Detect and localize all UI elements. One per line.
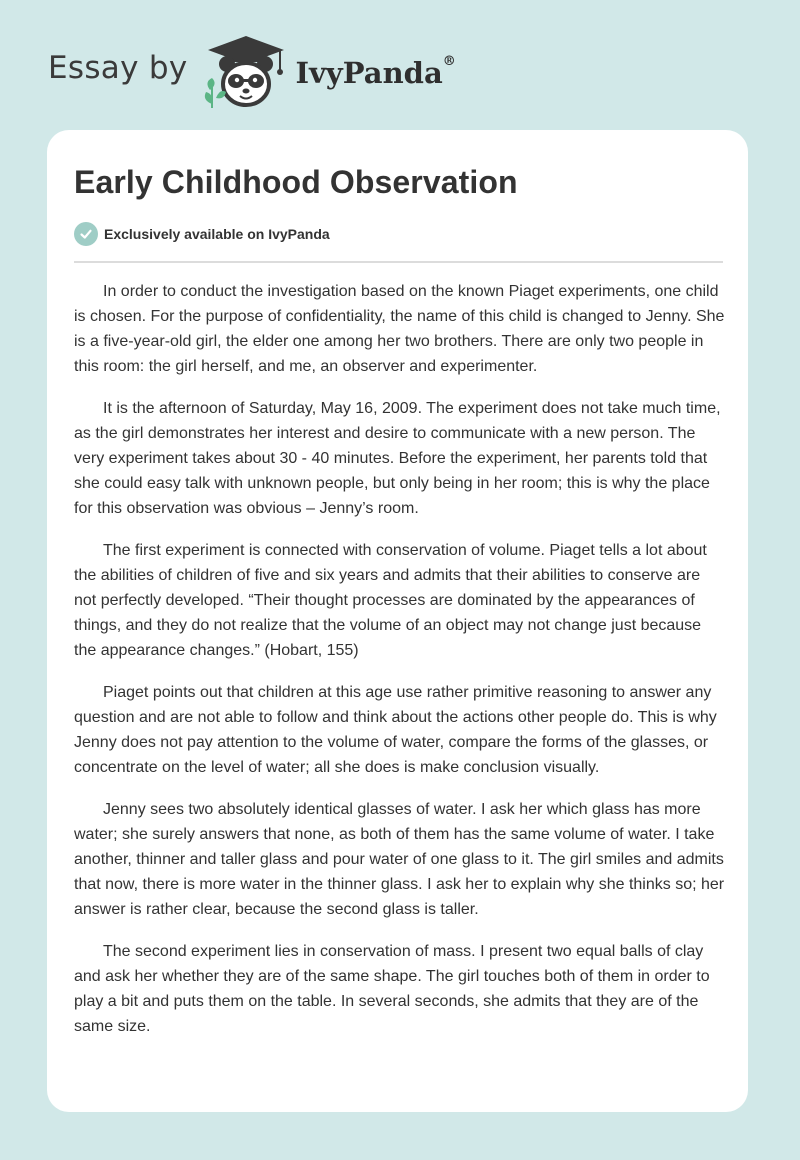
paragraph: It is the afternoon of Saturday, May 16, 2009. The experiment does not take much time, as the girl demonstrates her interest and desire to communicate with a new person. The very experiment takes about 30 - 40 minutes. Before the experiment, her parents told that she could easy talk with unknown people, but only being in her room; this is why the place for this observation was obvious – Jenny’s room. [74, 400, 721, 517]
check-circle-icon [74, 222, 98, 246]
article-body [74, 279, 726, 1056]
paragraph: In order to conduct the investigation based on the known Piaget experiments, one child is chosen. For the purpose of confidentiality, the name of this child is changed to Jenny. She is a five-year-old girl, the elder one among her two brothers. There are only two people in this room: the girl herself, and me, an observer and experimenter. [74, 283, 725, 375]
divider [74, 261, 723, 263]
exclusive-badge [74, 222, 330, 246]
exclusive-badge-label: Exclusively available on IvyPanda [104, 226, 330, 242]
paragraph: The second experiment lies in conservation of mass. I present two equal balls of clay and ask her whether they are of the same shape. The girl touches both of them in order to play a bit and puts them on the table. In several seconds, she admits that they are of the same size. [74, 943, 710, 1035]
brand-name[interactable] [296, 56, 456, 90]
paragraph: Jenny sees two absolutely identical glasses of water. I ask her which glass has more water; she surely answers that none, as both of them has the same volume of water. I take another, thinner and taller glass and pour water of one glass to it. The girl smiles and admits that now, there is more water in the thinner glass. I ask her to explain why she thinks so; her answer is rather clear, because the second glass is taller. [74, 801, 725, 918]
brand-label: IvyPanda [295, 56, 443, 90]
page-title: Early Childhood Observation [74, 164, 518, 200]
panda-graduate-icon [200, 34, 292, 110]
article-card [47, 130, 748, 1112]
essay-by-label: Essay by [48, 50, 188, 86]
registered-mark: ® [442, 54, 456, 69]
paragraph: The first experiment is connected with conservation of volume. Piaget tells a lot about the abilities of children of five and six years and admits that their abilities to conserve are not perfectly developed. “Their thought processes are dominated by the appearances of things, and they do not realize that the volume of an object may not change just because the appearance changes.” (Hobart, 155) [74, 542, 707, 659]
paragraph: Piaget points out that children at this age use rather primitive reasoning to answer any question and are not able to follow and think about the actions other people do. This is why Jenny does not pay attention to the volume of water, compare the forms of the glasses, or concentrate on the level of water; all she does is make conclusion visually. [74, 684, 717, 776]
site-header [48, 34, 456, 110]
